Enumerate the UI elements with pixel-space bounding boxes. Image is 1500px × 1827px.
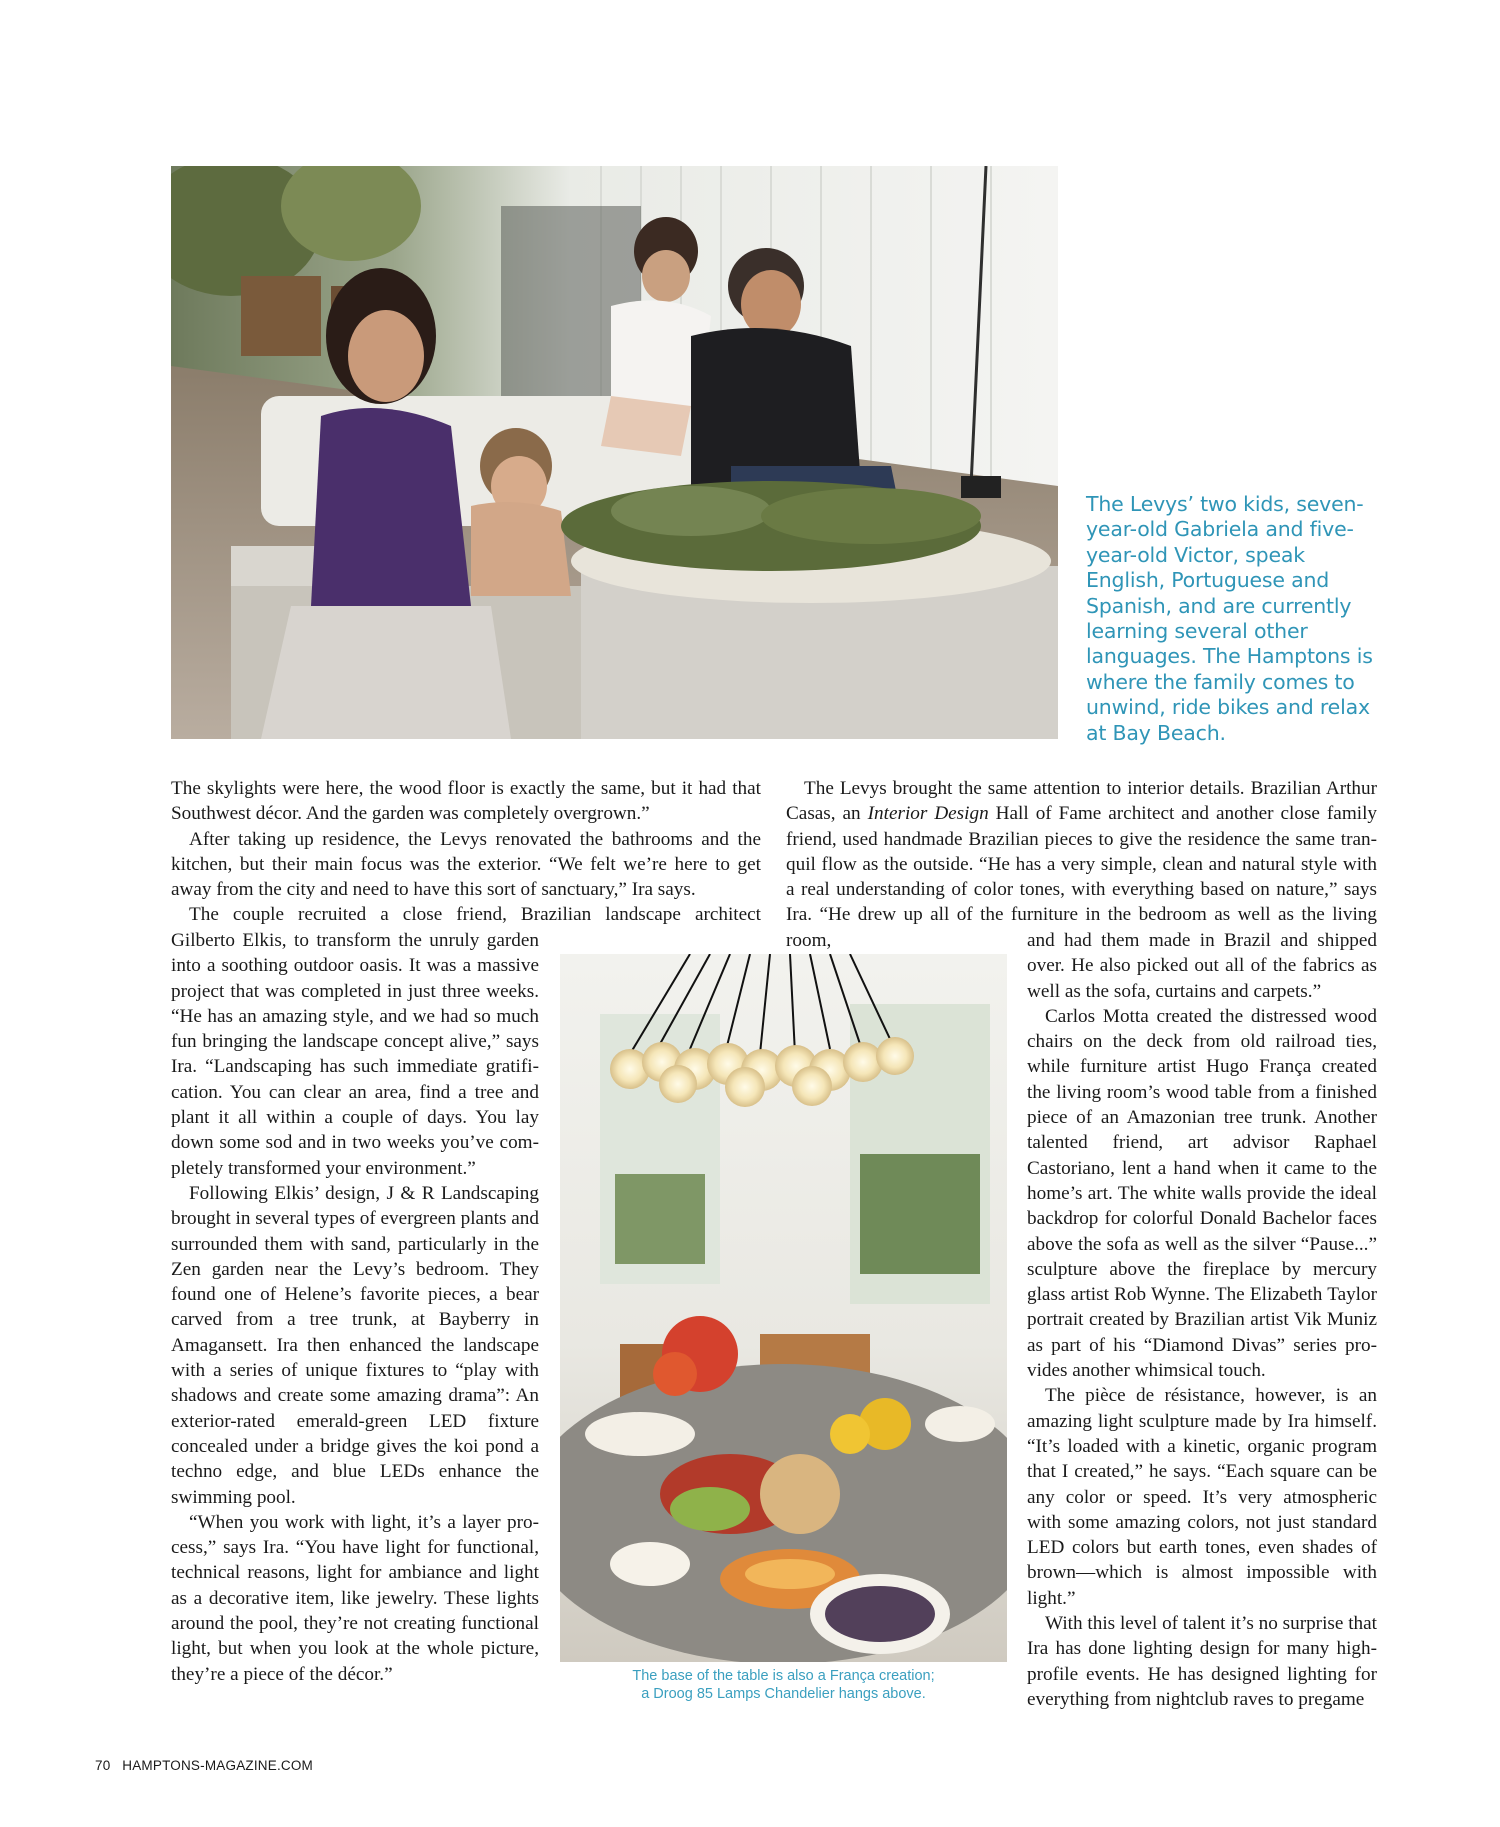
photo-caption-bottom <box>560 1667 1007 1703</box>
caption-bottom-line-1: The base of the table is also a França creation; <box>632 1668 935 1684</box>
left-paragraph-1: The skylights were here, the wood floor is exactly the same, but it had that Southwest décor. And the garden was completely overgrown.” <box>171 778 761 825</box>
right-paragraph-2: Carlos Motta created the distressed wood chairs on the deck from old railroad ties, while furniture artist Hugo França created the living room’s wood table from a finished piece of an Amazonian tree trunk. Another talented friend, art advisor Raphael Castoriano, lent a hand when it came to the home’s art. The white walls provide the ideal backdrop for colorful Donald Bachelor faces above the sofa as well as the silver “Pause...” sculpture above the fireplace by mercury glass artist Rob Wynne. The Elizabeth Taylor portrait created by Brazilian artist Vik Muniz as part of his “Diamond Divas” series provides another whimsical touch. <box>1027 1005 1377 1382</box>
family-photo <box>171 166 1058 739</box>
photo-caption-top: The Levys’ two kids, seven-year-old Gabriela and five-year-old Victor, speak English, Portuguese and Spanish, and are currently learning several other languages. The Hamptons is where the family comes to unwind, ride bikes and relax at Bay Beach. <box>1086 492 1373 745</box>
page-number: 70 <box>95 1758 111 1773</box>
right-column-top <box>786 776 1377 953</box>
interior-design-title: Interior Design <box>867 803 989 825</box>
right-paragraph-1-rest: and had them made in Brazil and shipped over. He also picked out all of the fabrics as well as the sofa, curtains and carpets.” <box>1027 930 1377 1002</box>
left-column-top <box>171 776 761 928</box>
left-paragraph-3-rest: Gilberto Elkis, to transform the unruly garden into a soothing outdoor oasis. It was a massive project that was completed in just three weeks. “He has an amazing style, and we had so much fun bringing the landscape concept alive,” says Ira. “Landscaping has such immediate gratification. You can clear an area, find a tree and plant it all within a couple of days. You lay down some sod and in two weeks you’ve completely transformed your environment.” <box>171 930 539 1179</box>
right-paragraph-1-start: The Levys brought the same attention to interior details. Brazilian Arthur Casas, an <box>786 778 1377 825</box>
left-paragraph-2: After taking up residence, the Levys renovated the bathrooms and the kitchen, but their main focus was the exterior. “We felt we’re here to get away from the city and need to have this sort of sanctuary,” Ira says. <box>171 828 761 901</box>
caption-bottom-line-2: a Droog 85 Lamps Chandelier hangs above. <box>641 1686 926 1702</box>
family-photo-illustration <box>171 166 1058 739</box>
left-paragraph-5: “When you work with light, it’s a layer process,” says Ira. “You have light for functional, technical reasons, light for ambiance and light as a decorative item, like jewelry. These lights around the pool, they’re not creating functional light, but when you look at the whole picture, they’re a piece of the décor.” <box>171 1511 539 1685</box>
right-column-narrow <box>1027 928 1377 1712</box>
page-folio <box>95 1758 313 1773</box>
right-paragraph-4: With this level of talent it’s no surprise that Ira has done lighting design for many high-profile events. He has designed lighting for everything from nightclub raves to pregame <box>1027 1613 1377 1710</box>
right-paragraph-1-end: Hall of Fame architect and another close family friend, used handmade Brazilian pieces to give the residence the same tranquil flow as the outside. “He has a very simple, clean and natural style with a real understanding of color tones, with everything based on nature,” says Ira. “He drew up all of the furniture in the bedroom as well as the living room, <box>786 803 1377 951</box>
left-paragraph-3-top: The couple recruited a close friend, Brazilian landscape architect <box>189 904 761 926</box>
dining-table-illustration <box>560 954 1007 1662</box>
left-paragraph-4: Following Elkis’ design, J & R Landscaping brought in several types of evergreen plants and surrounded them with sand, particularly in the Zen garden near the Levy’s bedroom. They found one of Helene’s favorite pieces, a bear carved from a tree trunk, at Bayberry in Amagansett. Ira then enhanced the landscape with a series of unique fixtures to “play with shadows and create some amazing drama”: An exterior-rated emerald-green LED fixture concealed under a bridge gives the koi pond a techno edge, and blue LEDs enhance the swimming pool. <box>171 1182 539 1508</box>
right-paragraph-1 <box>786 776 1377 953</box>
right-paragraph-3: The pièce de résistance, however, is an amazing light sculpture made by Ira himself. “It’s loaded with a kinetic, organic program that I created,” he says. “Each square can be any color or speed. It’s very atmospheric with some amazing colors, not just standard LED colors but earth tones, even shades of brown—which is almost impossible with light.” <box>1027 1385 1377 1609</box>
left-column-narrow <box>171 928 539 1687</box>
dining-table-photo <box>560 954 1007 1662</box>
magazine-site: HAMPTONS-MAGAZINE.COM <box>122 1758 313 1773</box>
